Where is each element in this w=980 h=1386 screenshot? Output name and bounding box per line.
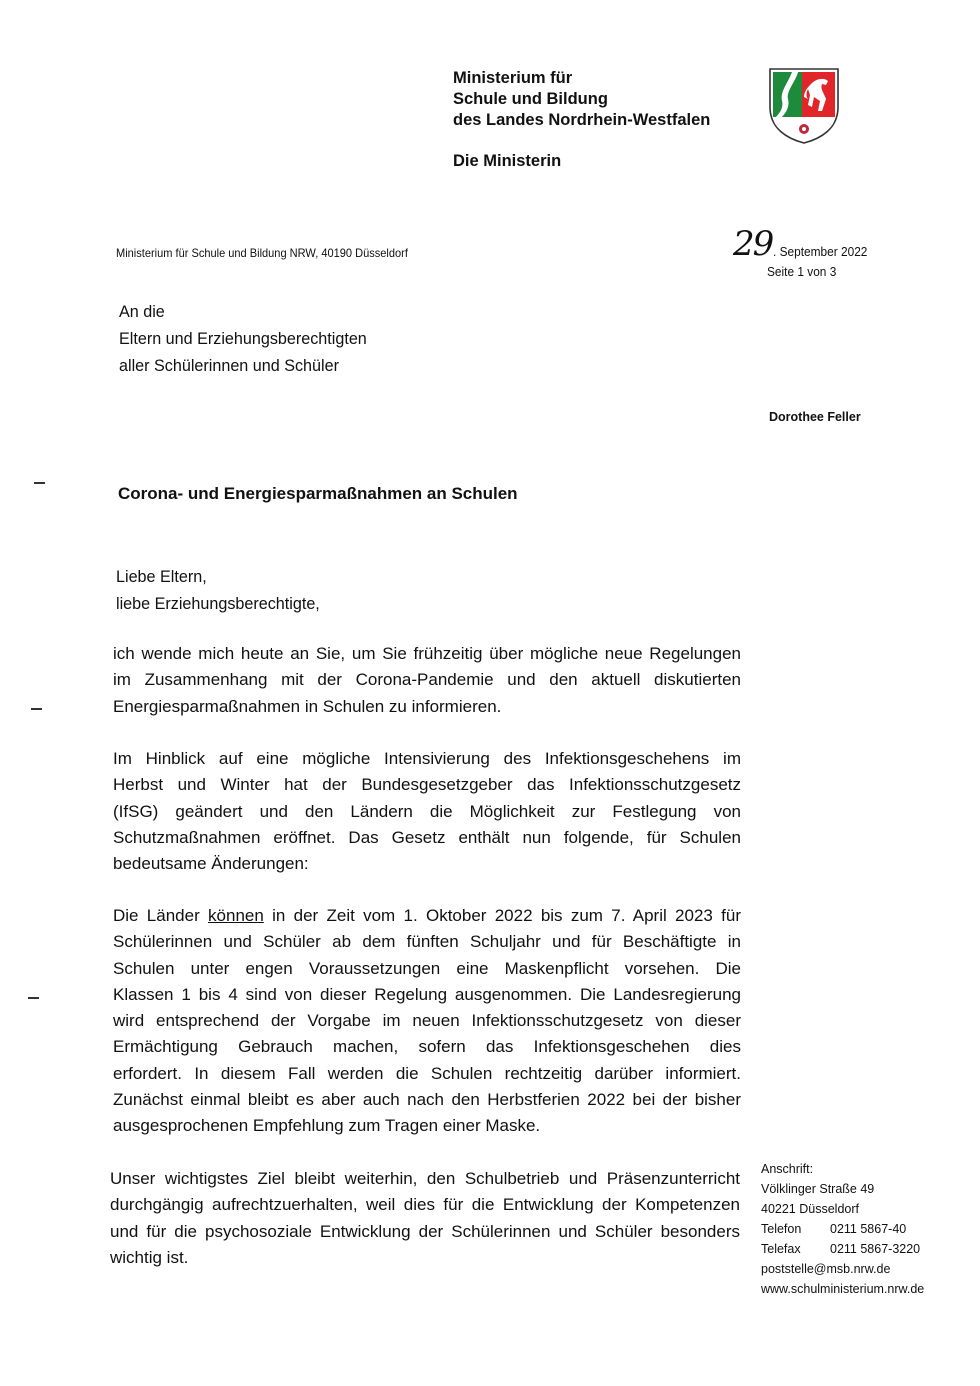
phone-row: [761, 1219, 924, 1239]
text-line: Klassen 1 bis 4 sind von dieser Regelung ausgenommen. Die Landesregierung: [113, 984, 741, 1004]
greeting-line: liebe Erziehungsberechtigte,: [116, 594, 320, 613]
fax-number: 0211 5867-3220: [830, 1242, 921, 1256]
page-indicator: Seite 1 von 3: [767, 265, 837, 279]
fax-label: Telefax: [761, 1242, 801, 1256]
paragraph-intro: [113, 641, 741, 720]
greeting-line: Liebe Eltern,: [116, 567, 207, 586]
recipient-block: [119, 298, 367, 379]
text-line: durchgängig aufrechtzuerhalten, weil dies für die Entwicklung der Kompetenzen: [110, 1195, 740, 1215]
text-line: bedeutsame Änderungen:: [113, 854, 309, 874]
ministry-letterhead: [453, 68, 710, 131]
text-line: Energiesparmaßnahmen in Schulen zu informieren.: [113, 696, 502, 716]
fold-mark: [31, 708, 42, 710]
text-line: im Zusammenhang mit der Corona-Pandemie und den aktuell diskutierten: [113, 670, 741, 690]
emphasized-word: können: [208, 906, 264, 925]
recipient-line: An die: [119, 302, 165, 321]
letter-subject: Corona- und Energiesparmaßnahmen an Schulen: [118, 484, 518, 503]
text-line: Herbst und Winter hat der Bundesgesetzgeber das Infektionsschutzgesetz: [113, 775, 741, 795]
address-city: 40221 Düsseldorf: [761, 1202, 859, 1216]
sender-address-line: Ministerium für Schule und Bildung NRW, 40190 Düsseldorf: [116, 246, 408, 260]
text-line: ausgesprochenen Empfehlung zum Tragen einer Maske.: [113, 1116, 541, 1136]
minister-title: Die Ministerin: [453, 152, 562, 170]
text-line: und für die psychosoziale Entwicklung der Schülerinnen und Schüler besonders: [110, 1221, 740, 1241]
letterhead-line: Ministerium für: [453, 69, 573, 87]
fax-row: [761, 1239, 924, 1259]
text-line: wird entsprechend der Vorgabe im neuen Infektionsschutzgesetz von dieser: [113, 1011, 741, 1031]
address-street: Völklinger Straße 49: [761, 1182, 875, 1196]
address-heading: Anschrift:: [761, 1162, 814, 1176]
text-line: Schutzmaßnahmen eröffnet. Das Gesetz enthält nun folgende, für Schulen: [113, 827, 741, 847]
text-line: Zunächst einmal bleibt es aber auch nach den Herbstferien 2022 bei der bisher: [113, 1090, 741, 1110]
text-line: [113, 903, 741, 929]
email-link[interactable]: poststelle@msb.nrw.de: [761, 1262, 891, 1276]
paragraph-ifsg: [113, 746, 741, 877]
website-link[interactable]: www.schulministerium.nrw.de: [761, 1282, 925, 1296]
letterhead-line: Schule und Bildung: [453, 90, 608, 108]
text-line: Im Hinblick auf eine mögliche Intensivierung des Infektionsgeschehens im: [113, 749, 741, 768]
letterhead-line: des Landes Nordrhein-Westfalen: [453, 111, 711, 129]
recipient-line: Eltern und Erziehungsberechtigten: [119, 329, 367, 348]
text-line: Schulen unter engen Voraussetzungen eine Maskenpflicht vorsehen. Die: [113, 958, 741, 978]
recipient-line: aller Schülerinnen und Schüler: [119, 356, 339, 375]
greeting: [116, 563, 320, 617]
text-line: Unser wichtigstes Ziel bleibt weiterhin, den Schulbetrieb und Präsenzunterricht: [110, 1169, 740, 1188]
text-line: wichtig ist.: [110, 1247, 189, 1267]
text-line: Ermächtigung Gebrauch machen, sofern das Infektionsgeschehen dies: [113, 1037, 741, 1057]
paragraph-mask-rules: [113, 903, 741, 1140]
fold-mark: [34, 482, 45, 484]
signer-name: Dorothee Feller: [769, 410, 861, 424]
text-line: (IfSG) geändert und den Ländern die Möglichkeit zur Festlegung von: [113, 801, 741, 821]
text-line: ich wende mich heute an Sie, um Sie frühzeitig über mögliche neue Regelungen: [113, 644, 741, 663]
fold-mark: [28, 997, 39, 999]
paragraph-goal: [110, 1166, 740, 1271]
date-text: . September 2022: [773, 245, 868, 259]
nrw-coat-of-arms-icon: [768, 67, 840, 145]
contact-address-block: [761, 1159, 924, 1299]
text-segment: in der Zeit vom 1. Oktober 2022 bis zum 7. April 2023 für: [272, 906, 742, 925]
phone-number: 0211 5867-40: [830, 1222, 907, 1236]
handwritten-day: 29: [733, 224, 773, 264]
phone-label: Telefon: [761, 1222, 802, 1236]
text-line: erfordert. In diesem Fall werden die Schulen rechtzeitig darüber informiert.: [113, 1063, 741, 1083]
text-segment: Die Länder: [113, 906, 200, 925]
text-line: Schülerinnen und Schüler ab dem fünften Schuljahr und für Beschäftigte in: [113, 932, 741, 952]
